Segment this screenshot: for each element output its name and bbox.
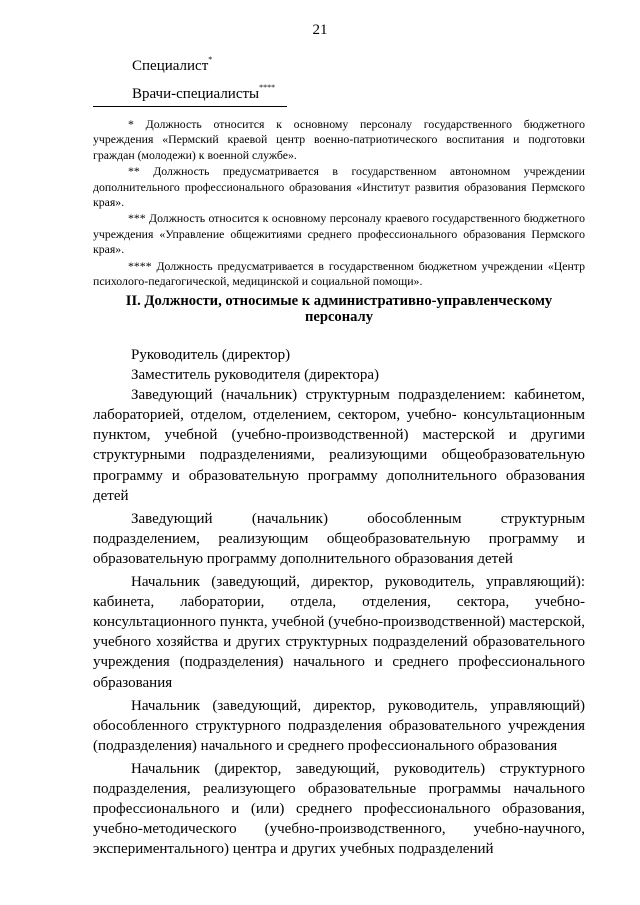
position-list [132,50,275,106]
paragraph: Руководитель (директор) [131,347,291,363]
paragraph: Начальник (заведующий, директор, руководитель, управляющий): кабинета, лаборатории, отдела, отделения, сектора, учебно-консультационного пункта, учебной (учебно-производственной) мастерской, учебного хозяйства и других структурных подразделений образовательного учреждения (подразделения) начального и среднего профессионального образования [93,574,585,691]
section-heading: II. Должности, относимые к административно-управленческому персоналу [125,293,553,325]
paragraph: Заведующий (начальник) структурным подразделением: кабинетом, лабораторией, отделом, отделением, сектором, учебно- консультационным пунктом, учебной (учебно-производственной) мастерской и другими структурными подразделениями, реализующими общеобразовательную программу и образовательную программу дополнительного образования детей [93,387,585,504]
footnote: * Должность относится к основному персоналу государственного бюджетного учреждения «Пермский краевой центр военно-патриотического воспитания и подготовки граждан (молодежи) к военной службе». [93,117,585,162]
paragraph: Начальник (заведующий, директор, руководитель, управляющий) обособленного структурного подразделения образовательного учреждения (подразделения) начального и среднего профессионального образования [93,697,585,754]
position-title: Врачи-специалисты [132,86,260,102]
footnote-mark: * [208,55,213,64]
footnote: ** Должность предусматривается в государственном автономном учреждении дополнительного профессионального образования «Институт развития образования Пермского края». [93,164,585,210]
paragraph: Начальник (директор, заведующий, руководитель) структурного подразделения, реализующего образовательные программы начального профессионального и (или) среднего профессионального образования, учебно-методического (учебно-производственного, учебно-научного, экспериментального) центра и других учебных подразделений [93,760,585,858]
paragraph: Заместитель руководителя (директора) [131,367,380,384]
footnote: **** Должность предусматривается в государственном бюджетном учреждении «Центр психолого-педагогической, медицинской и социальной помощи». [93,258,585,289]
footnote: *** Должность относится к основному персоналу краевого государственного бюджетного учреждения «Управление общежитиями среднего профессионального образования Пермского края». [93,211,585,257]
paragraph: Заведующий (начальник) обособленным структурным подразделением, реализующим общеобразовательную программу и образовательную программу дополнительного образования детей [93,510,585,567]
section-body [93,345,585,859]
footnotes [93,117,585,290]
page-number: 21 [312,22,328,38]
position-item [132,50,275,78]
position-item [132,78,275,106]
footnote-separator [93,106,287,107]
footnote-mark: **** [259,83,276,92]
position-title: Специалист [132,58,209,74]
